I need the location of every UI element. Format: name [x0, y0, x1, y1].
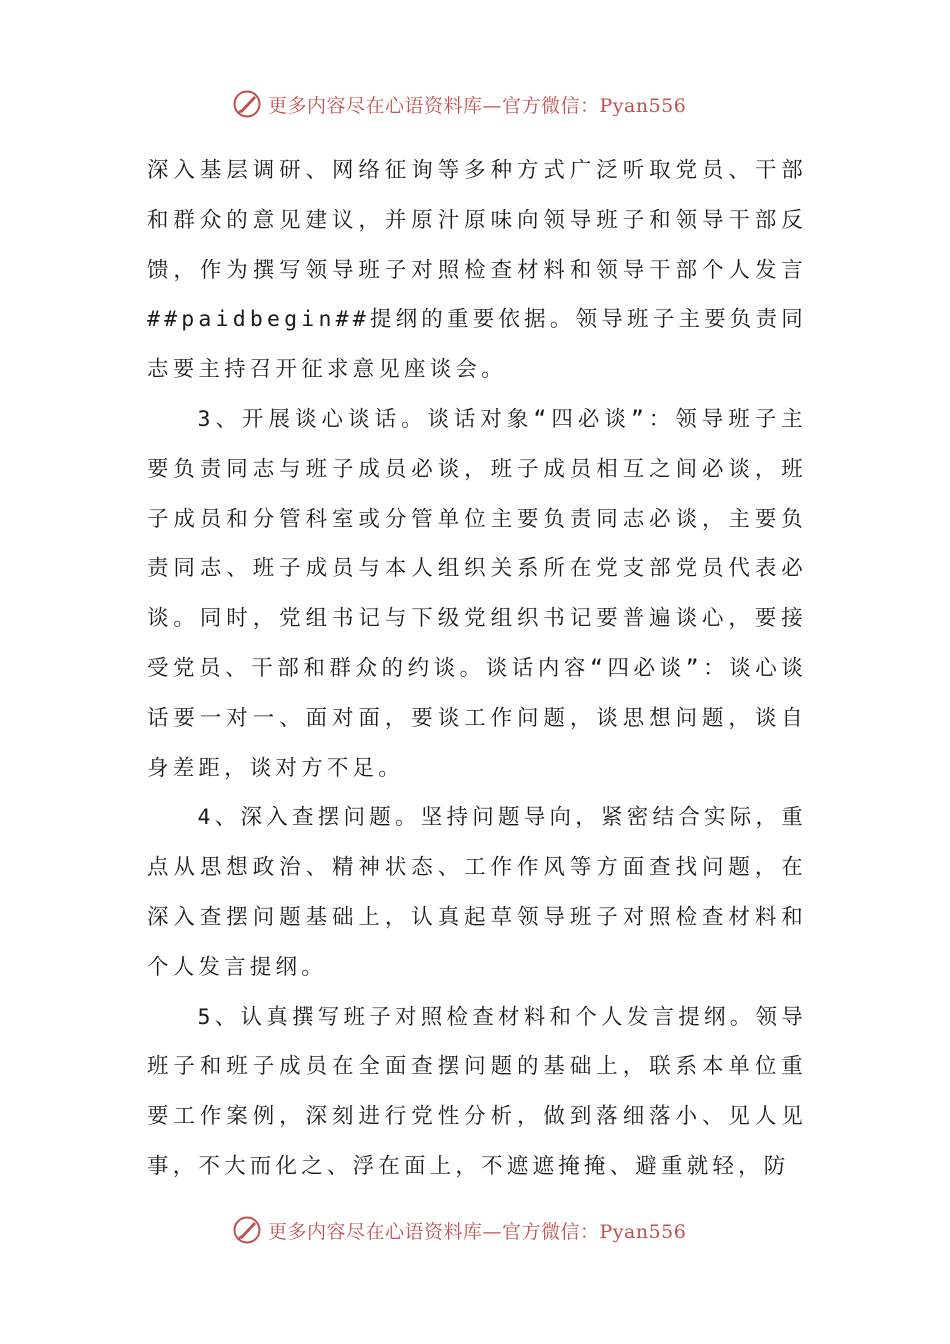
quill-logo-icon: [232, 1215, 262, 1245]
body-text: [147, 146, 807, 1192]
footer-banner: [232, 1210, 752, 1250]
quill-logo-icon: [232, 89, 262, 119]
paragraph-2: 3、开展谈心谈话。谈话对象“四必谈”：领导班子主要负责同志与班子成员必谈，班子成员相互之间必谈，班子成员和分管科室或分管单位主要负责同志必谈，主要负责同志、班子成员与本人组织关系所在党支部党员代表必谈。同时，党组书记与下级党组织书记要普遍谈心，要接受党员、干部和群众的约谈。谈话内容“四必谈”：谈心谈话要一对一、面对面，要谈工作问题，谈思想问题，谈自身差距，谈对方不足。: [147, 406, 807, 781]
header-banner: [232, 84, 752, 124]
paragraph-1: 深入基层调研、网络征询等多种方式广泛听取党员、干部和群众的意见建议，并原汁原味向领导班子和领导干部反馈，作为撰写领导班子对照检查材料和领导干部个人发言##paidbegin##提纲的重要依据。领导班子主要负责同志要主持召开征求意见座谈会。: [147, 158, 807, 383]
paragraph-3: 4、深入查摆问题。坚持问题导向，紧密结合实际，重点从思想政治、精神状态、工作作风等方面查找问题，在深入查摆问题基础上，认真起草领导班子对照检查材料和个人发言提纲。: [147, 805, 807, 980]
paragraph-4: 5、认真撰写班子对照检查材料和个人发言提纲。领导班子和班子成员在全面查摆问题的基础上，联系本单位重要工作案例，深刻进行党性分析，做到落细落小、见人见事，不大而化之、浮在面上，不遮遮掩掩、避重就轻，防: [147, 1004, 807, 1179]
header-banner-text: 更多内容尽在心语资料库—官方微信：Pyan556: [268, 94, 687, 117]
footer-banner-text: 更多内容尽在心语资料库—官方微信：Pyan556: [268, 1220, 687, 1243]
